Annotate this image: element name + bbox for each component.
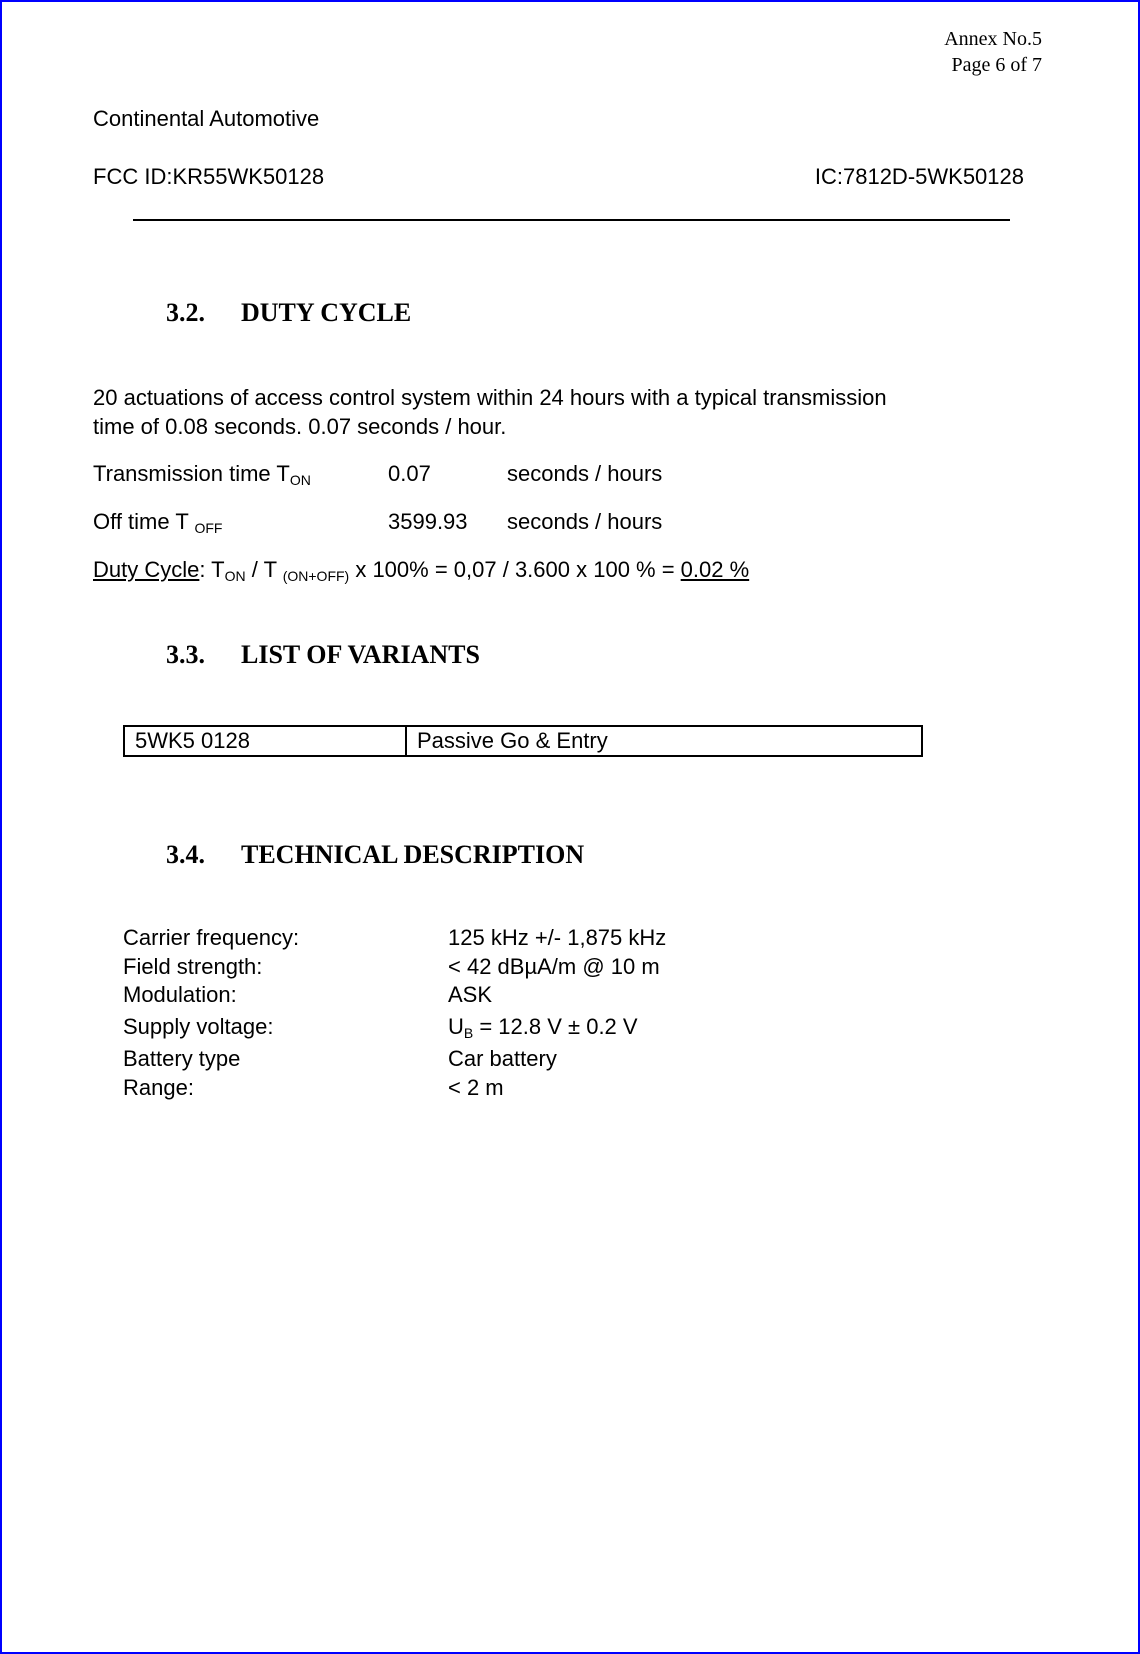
variants-table	[123, 725, 923, 757]
off-time-label: Off time T $_{OFF}$	[93, 509, 223, 536]
section-title: LIST OF VARIANTS	[241, 640, 480, 669]
header-divider	[133, 219, 1010, 221]
transmission-time-label: Transmission time $T_{ON}$	[93, 461, 311, 488]
section-number: 3.4.	[166, 840, 205, 869]
section-number: 3.3.	[166, 640, 205, 669]
page-number: Page 6 of 7	[951, 54, 1042, 76]
spec-label-modulation: Modulation:	[123, 982, 237, 1007]
spec-value-range: < 2 m	[448, 1075, 504, 1100]
spec-value-supply: $U_B = 12.8$ V ± 0.2 V	[448, 1014, 638, 1041]
duty-intro-line-2: time of 0.08 seconds. 0.07 seconds / hour.	[93, 414, 507, 439]
spec-value-battery: Car battery	[448, 1046, 557, 1071]
spec-label-supply: Supply voltage:	[123, 1014, 274, 1039]
table-row	[124, 726, 922, 756]
spec-value-field: < 42 dBµA/m @ 10 m	[448, 954, 660, 979]
section-title: TECHNICAL DESCRIPTION	[241, 840, 585, 869]
duty-cycle-label: Duty Cycle	[93, 557, 200, 582]
fcc-id: FCC ID:KR55WK50128	[93, 164, 325, 189]
spec-label-field: Field strength:	[123, 954, 263, 979]
section-heading-variants	[166, 640, 480, 670]
duty-intro-line-1: 20 actuations of access control system within 24 hours with a typical transmission	[93, 385, 887, 410]
annex-number: Annex No.5	[944, 28, 1042, 50]
off-time-value: 3599.93	[388, 509, 468, 534]
spec-value-modulation: ASK	[448, 982, 493, 1007]
ic-number: IC:7812D-5WK50128	[814, 164, 1024, 189]
duty-cycle-result: 0.02 %	[680, 557, 750, 582]
transmission-time-unit: seconds / hours	[507, 461, 663, 486]
section-title: DUTY CYCLE	[241, 298, 412, 327]
spec-label-carrier: Carrier frequency:	[123, 925, 300, 950]
spec-value-carrier: 125 kHz +/- 1,875 kHz	[448, 925, 667, 950]
section-heading-duty-cycle	[166, 298, 411, 328]
spec-label-range: Range:	[123, 1075, 194, 1100]
variant-name: Passive Go & Entry	[406, 726, 922, 756]
company-name: Continental Automotive	[93, 106, 320, 131]
spec-label-battery: Battery type	[123, 1046, 241, 1071]
off-time-unit: seconds / hours	[507, 509, 663, 534]
transmission-time-value: 0.07	[388, 461, 431, 486]
variant-code: 5WK5 0128	[124, 726, 406, 756]
section-number: 3.2.	[166, 298, 205, 327]
duty-cycle-formula: Duty Cycle: $T_{ON}$ / T $_{(ON+OFF)}$ x 100% = 0,07 / 3.600 x 100 % = 0.02 %	[93, 557, 750, 584]
section-heading-technical	[166, 840, 584, 870]
